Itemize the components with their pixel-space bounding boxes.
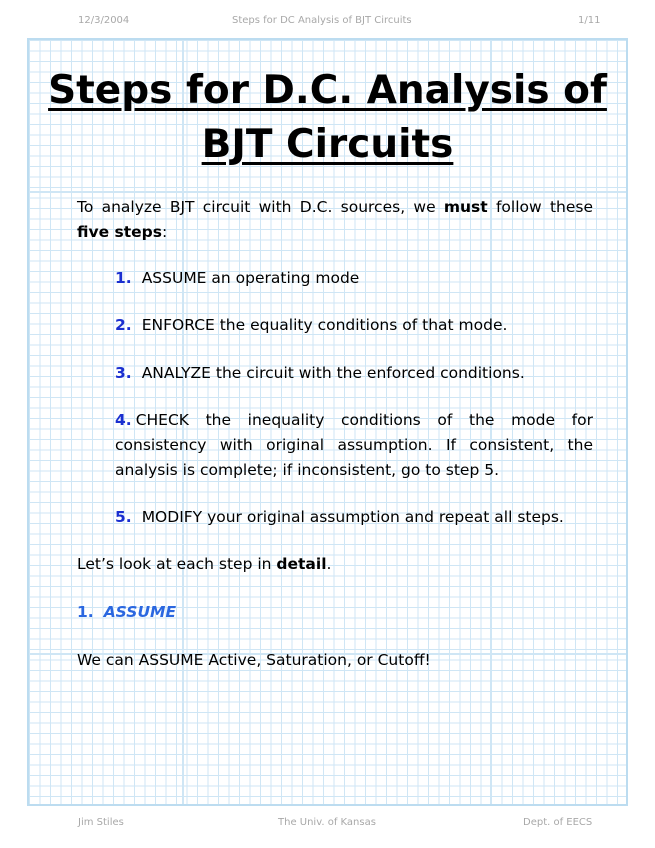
section-title: ASSUME bbox=[103, 603, 177, 621]
step-text: MODIFY your original assumption and repeat all steps. bbox=[141, 508, 564, 526]
intro-must: must bbox=[443, 198, 488, 216]
intro-text-1: To analyze BJT circuit with D.C. sources, we bbox=[77, 198, 444, 216]
intro-five-steps: five steps bbox=[77, 223, 162, 241]
step-text: CHECK the inequality conditions of the mode for consistency with original assumption. If consistent, the analysis is complete; if inconsistent, go to step 5. bbox=[115, 411, 593, 479]
step-text: ENFORCE the equality conditions of that mode. bbox=[141, 316, 508, 334]
step-text: ASSUME an operating mode bbox=[141, 269, 360, 287]
step-item-5 bbox=[115, 505, 593, 530]
step-number: 5. bbox=[115, 508, 132, 526]
section-number: 1. bbox=[77, 603, 94, 621]
title-line-1: Steps for D.C. Analysis of bbox=[48, 68, 607, 113]
step-item-4 bbox=[115, 408, 593, 483]
step-text: ANALYZE the circuit with the enforced conditions. bbox=[141, 364, 525, 382]
step-number: 4. bbox=[115, 411, 132, 429]
title-line-2: BJT Circuits bbox=[201, 122, 454, 167]
header-doc-title: Steps for DC Analysis of BJT Circuits bbox=[232, 15, 412, 26]
step-item-1 bbox=[115, 266, 593, 291]
detail-text-2: . bbox=[326, 555, 332, 573]
step-number: 2. bbox=[115, 316, 132, 334]
header-date: 12/3/2004 bbox=[78, 15, 130, 26]
intro-text-3: : bbox=[161, 223, 168, 241]
header-page-number: 1/11 bbox=[578, 15, 601, 26]
assume-paragraph: We can ASSUME Active, Saturation, or Cutoff! bbox=[77, 651, 431, 669]
detail-text-1: Let’s look at each step in bbox=[77, 555, 277, 573]
intro-paragraph bbox=[77, 195, 593, 245]
page-title bbox=[40, 64, 615, 172]
detail-bold: detail bbox=[276, 555, 327, 573]
footer-dept: Dept. of EECS bbox=[523, 817, 593, 828]
step-item-2 bbox=[115, 313, 593, 338]
intro-text-2: follow these bbox=[487, 198, 593, 216]
step-item-3 bbox=[115, 361, 593, 386]
footer-author: Jim Stiles bbox=[78, 817, 124, 828]
step-number: 3. bbox=[115, 364, 132, 382]
detail-paragraph bbox=[77, 552, 593, 577]
section-heading-assume bbox=[77, 600, 593, 625]
footer-university: The Univ. of Kansas bbox=[278, 817, 376, 828]
step-number: 1. bbox=[115, 269, 132, 287]
